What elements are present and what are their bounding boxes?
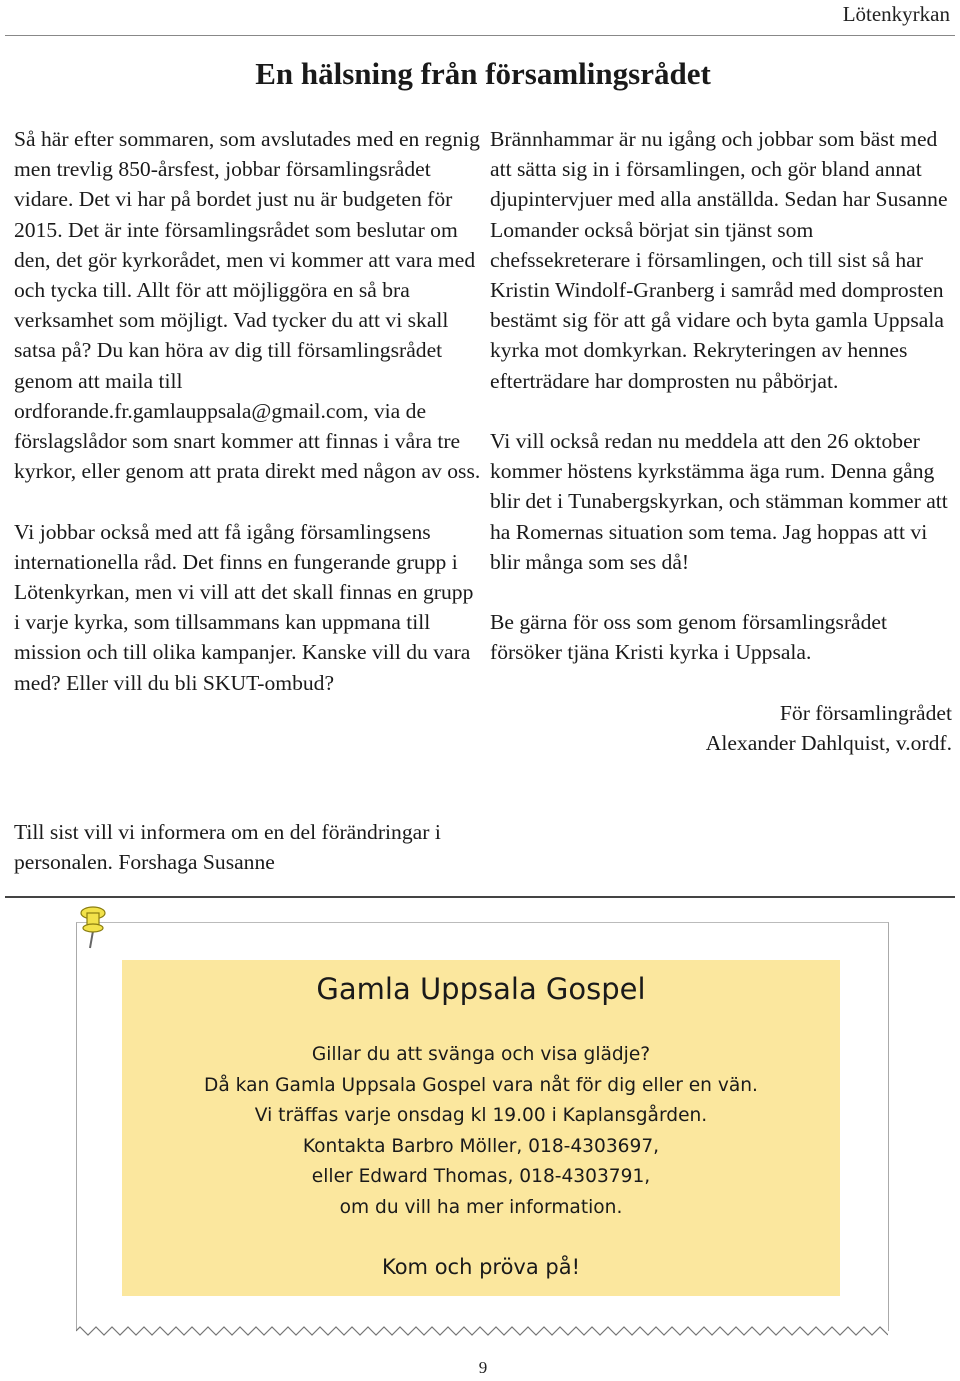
article-paragraph: Be gärna för oss som genom församlingsrådet försöker tjäna Kristi kyrka i Uppsala. [490,610,887,665]
article-paragraph: Vi vill också redan nu meddela att den 26 oktober kommer höstens kyrkstämma äga rum. Denna gång blir det i Tunabergskyrkan, och stämman kommer att ha Romernas situation som tema. Jag hoppas att vi blir många som ses då! [490,429,948,574]
article-title: En hälsning från församlingsrådet [255,56,711,91]
page-number: 9 [478,1358,488,1377]
gospel-notice-box [122,960,840,1296]
article-left-column [14,124,482,728]
pushpin-icon [76,905,110,949]
running-header: Lötenkyrkan [842,2,950,26]
signature [490,698,952,758]
article-paragraph: Så här efter sommaren, som avslutades med en regnig men trevlig 850-årsfest, jobbar församlingsrådet vidare. Det vi har på bordet just nu är budgeten för 2015. Det är inte församlingsrådet som beslutar om den, det gör kyrkorådet, men vi kommer att vara med och tycka till. Allt för att möjliggöra en så bra verksamhet som möjligt. Vad tycker du att vi skall satsa på? Du kan höra av dig till församlingsrådet genom att maila till ordforande.fr.gamlauppsala@gmail.com, via de förslagslådor som snart kommer att finnas i våra tre kyrkor, eller genom att prata direkt med någon av oss. [14,127,481,484]
notice-title: Gamla Uppsala Gospel [316,972,646,1006]
notice-call-to-action: Kom och pröva på! [381,1255,581,1279]
notice-line: eller Edward Thomas, 018-4303791, [311,1166,651,1187]
article-paragraph: Brännhammar är nu igång och jobbar som bäst med att sätta sig in i församlingen, och gör bland annat djupintervjuer med alla anställda. Sedan har Susanne Lomander också börjat sin tjänst som chefssekreterare i församlingen, och till sist så har Kristin Windolf-Granberg i samråd med domprosten bestämt sig för att gå vidare och byta gamla Uppsala kyrka mot domkyrkan. Rekryteringen av hennes efterträdare har domprosten nu påbörjat. [490,127,948,393]
notice-line: Gillar du att svänga och visa glädje? [311,1044,651,1065]
signature-name: Alexander Dahlquist, v.ordf. [705,731,952,756]
article-paragraph: Vi jobbar också med att få igång församlingsens internationella råd. Det finns en fungerande grupp i Lötenkyrkan, men vi vill att det skall finnas en grupp i varje kyrka, som tillsammans kan uppmana till mission och till olika kampanjer. Kanske vill du vara med? Eller vill du bli SKUT-ombud? [14,519,474,695]
notice-bottom-edge [76,1326,888,1336]
notice-body [122,1040,840,1223]
header-divider [5,35,955,36]
notice-line: Då kan Gamla Uppsala Gospel vara nåt för dig eller en vän. [204,1074,758,1096]
article-closing-paragraph: Till sist vill vi informera om en del förändringar i personalen. Forshaga Susanne [14,820,441,875]
notice-line: om du vill ha mer information. [339,1196,623,1218]
notice-line: Vi träffas varje onsdag kl 19.00 i Kaplansgården. [254,1105,708,1126]
signature-line: För församlingrådet [779,700,952,725]
article-right-column [490,124,952,758]
section-divider [5,896,955,898]
notice-line: Kontakta Barbro Möller, 018-4303697, [302,1135,660,1157]
